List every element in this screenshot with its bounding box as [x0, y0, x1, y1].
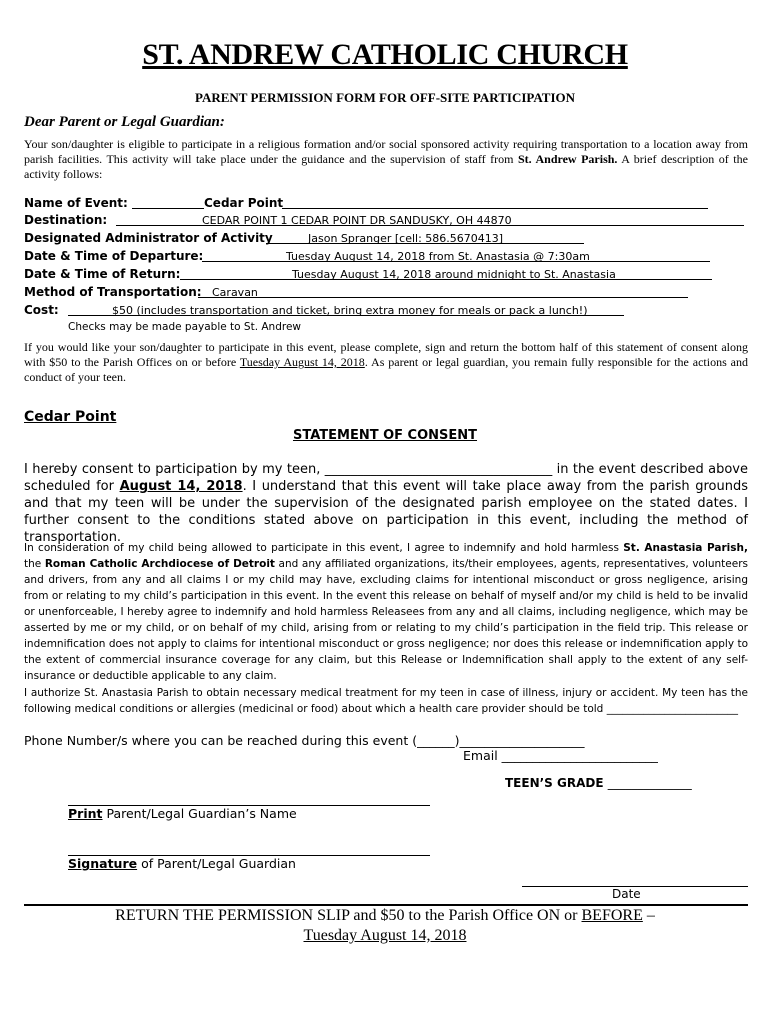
cost-value[interactable]: $50 (includes transportation and ticket, bring extra money for meals or pack a lunch!) — [112, 304, 588, 317]
phone-label: Phone Number/s where you can be reached during this event — [24, 733, 413, 748]
consent-text-3: . I understand that this event will take place away from the parish grounds and that my teen will be under the supervision of the designated parish employee on the stated dates. I further consent to the conditions stated above on participation in this event, including the method of transportation. — [24, 479, 749, 545]
print-name-label — [68, 806, 297, 821]
consent-heading: STATEMENT OF CONSENT — [292, 428, 478, 443]
email-line — [463, 748, 658, 763]
print-rest: Parent/Legal Guardian’s Name — [102, 806, 297, 821]
event-field — [24, 196, 128, 210]
departure-label: Date & Time of Departure: — [24, 249, 204, 263]
intro-parish: St. Andrew Parish. — [517, 152, 618, 166]
return-text-before: If you would like your son/daughter to participate in this event, please complete, sign and return the bottom half of this statement of consent along with $50 to the Parish Offices on or before — [24, 340, 748, 369]
medical-text: I authorize St. Anastasia Parish to obtain necessary medical treatment for my teen in case of illness, injury or accident. My teen has the following medical conditions or allergies (medicinal or food) about which a health care provider should be told — [24, 687, 748, 715]
medical-conditions-blank[interactable]: _________________________ — [606, 703, 738, 715]
destination-value[interactable]: CEDAR POINT 1 CEDAR POINT DR SANDUSKY, OH 44870 — [202, 214, 512, 227]
consent-paragraph — [24, 461, 748, 546]
event-value[interactable]: Cedar Point — [204, 196, 284, 210]
transport-label: Method of Transportation: — [24, 285, 202, 299]
intro-text-after: A brief description of the activity follows: — [24, 152, 748, 181]
release-paragraph — [24, 540, 748, 684]
release-bold-parish: St. Anastasia Parish, — [623, 542, 748, 554]
cost-label: Cost: — [24, 303, 59, 317]
medical-paragraph — [24, 685, 748, 717]
consent-text-2: in the event described above scheduled for — [24, 462, 748, 494]
checks-note: Checks may be made payable to St. Andrew — [68, 321, 302, 333]
phone-line — [24, 733, 584, 748]
event-underline-left — [132, 196, 204, 209]
return-text-after: . As parent or legal guardian, you remain fully responsible for the actions and conduct of your teen. — [24, 355, 748, 384]
return-value[interactable]: Tuesday August 14, 2018 around midnight to St. Anastasia — [292, 268, 616, 281]
signature-label — [68, 856, 296, 871]
print-bold: Print — [68, 806, 103, 821]
return-date: Tuesday August 14, 2018 — [239, 355, 365, 369]
email-label: Email — [463, 748, 502, 763]
signature-rest: of Parent/Legal Guardian — [137, 856, 296, 871]
intro-paragraph — [24, 137, 748, 182]
grade-label: TEEN’S GRADE — [505, 776, 608, 790]
footer-text-1: RETURN THE PERMISSION SLIP and $50 to the Parish Office ON or — [115, 907, 582, 924]
consent-text-1: I hereby consent to participation by my teen, — [24, 462, 325, 477]
date-label: Date — [612, 887, 641, 901]
transport-value[interactable]: Caravan — [212, 286, 258, 299]
departure-value[interactable]: Tuesday August 14, 2018 from St. Anastasia @ 7:30am — [286, 250, 590, 263]
footer-date: Tuesday August 14, 2018 — [303, 927, 467, 944]
page-title: ST. ANDREW CATHOLIC CHURCH — [142, 38, 628, 71]
footer-note — [0, 906, 770, 946]
return-label: Date & Time of Return: — [24, 267, 181, 281]
destination-label: Destination: — [24, 213, 108, 227]
consent-event-name: Cedar Point — [24, 409, 117, 425]
event-underline-right — [282, 196, 708, 209]
footer-before: BEFORE — [581, 907, 643, 924]
event-label: Name of Event: — [24, 196, 128, 210]
signature-bold: Signature — [68, 856, 138, 871]
greeting: Dear Parent or Legal Guardian: — [24, 114, 225, 130]
transport-underline — [198, 285, 688, 298]
footer-text-2: – — [642, 907, 655, 924]
grade-blank[interactable]: ______________ — [607, 776, 692, 790]
return-paragraph — [24, 340, 748, 385]
admin-label: Designated Administrator of Activity — [24, 231, 273, 245]
release-text-3: and any affiliated organizations, its/their employees, agents, representatives, volunteers and drivers, from any and all claims I or my child may have, excluding claims for intentional misconduct or gross negligence, arising from or relating to my child’s participation in this event. In the event this release on behalf of myself and/or my child is held to be invalid or unenforceable, I hereby agree to indemnify and hold harmless Releasees from any and all claims, including negligence, which may be asserted by me or my child, or on behalf of my child, arising from or relating to my child’s participation in the field trip. This release or indemnification does not apply to claims for intentional misconduct or gross negligence; nor does this release or indemnification apply to the extent of commercial insurance coverage for any claim, but this Release or Indemnification shall apply to the extent of any self-insurance or deductible applicable to any claim. — [24, 558, 749, 682]
intro-text-before: Your son/daughter is eligible to participate in a religious formation and/or social sponsored activity requiring transportation to a location away from parish facilities. This activity will take place under the guidance and the supervision of staff from — [24, 137, 748, 166]
form-subtitle: PARENT PERMISSION FORM FOR OFF-SITE PARTICIPATION — [194, 90, 576, 105]
release-bold-archdiocese: Roman Catholic Archdiocese of Detroit — [44, 558, 275, 570]
release-text-2: the — [24, 558, 45, 570]
email-blank[interactable]: _________________________ — [501, 748, 658, 763]
grade-line — [505, 776, 692, 790]
teen-name-blank[interactable]: ___________________________________ — [324, 462, 553, 477]
admin-value[interactable]: Jason Spranger [cell: 586.5670413] — [308, 232, 504, 245]
phone-blank[interactable]: (______)____________________ — [412, 733, 585, 748]
release-text-1: In consideration of my child being allowed to participate in this event, I agree to indemnify and hold harmless — [24, 542, 624, 554]
consent-date: August 14, 2018 — [119, 479, 243, 494]
